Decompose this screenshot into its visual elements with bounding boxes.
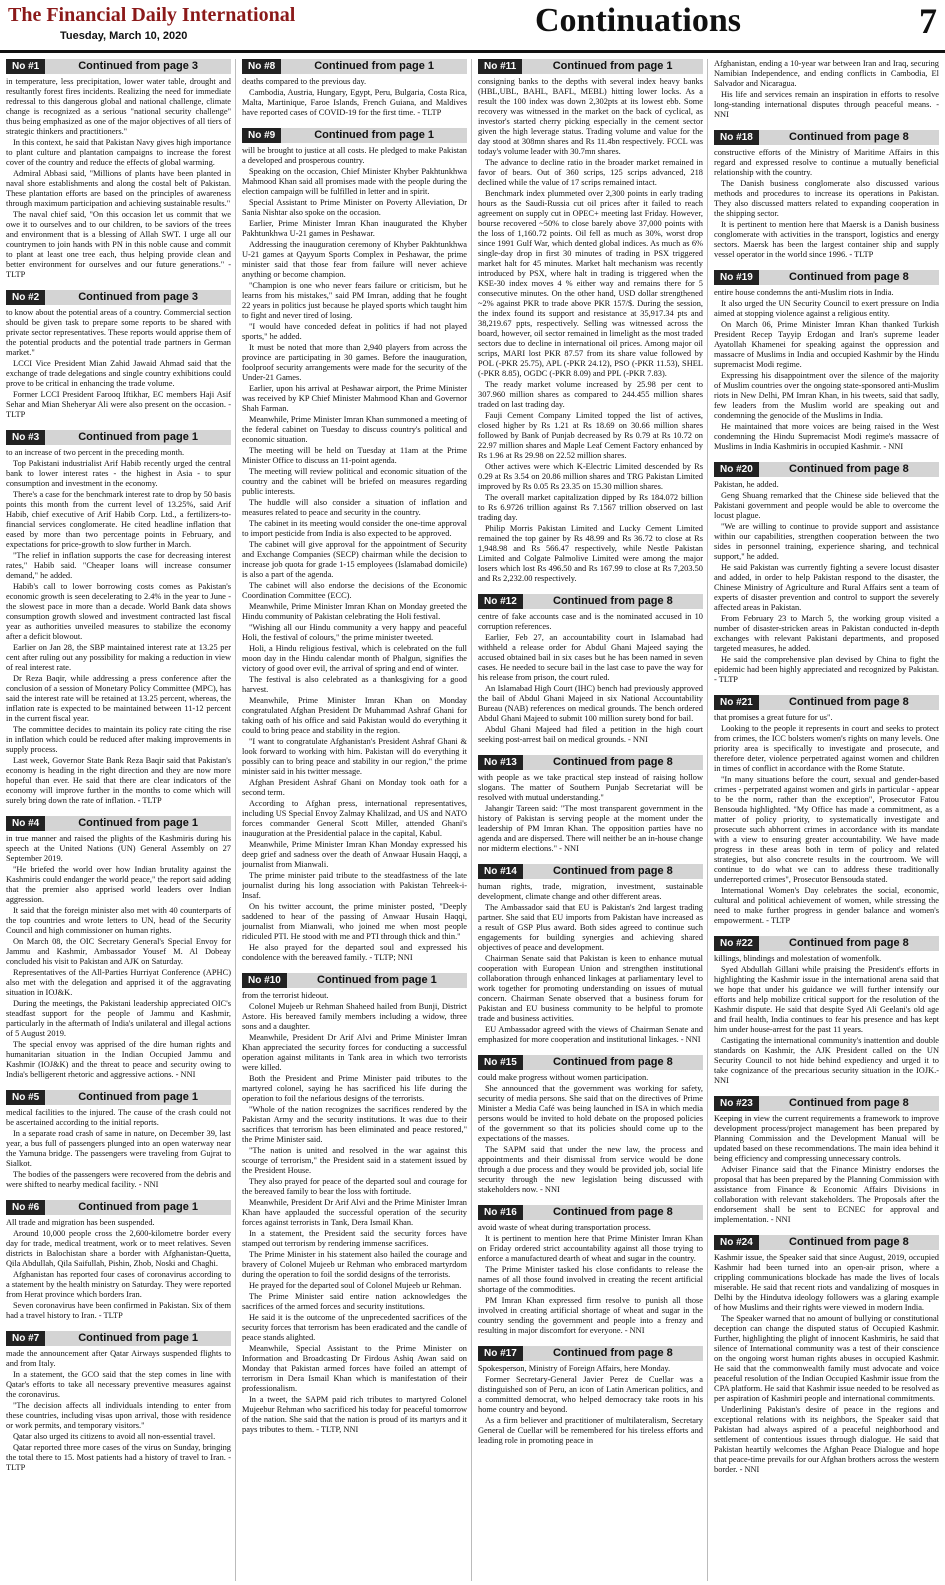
- article-paragraph: Meanwhile, Special Assistant to the Prime Minister on Information and Broadcasting Dr Firdous Ashiq Awan said on Monday that Pakistan armed forces have foiled an attempt of terrorism in Dera Ismail Khan which is manifestation of their professionalism.: [242, 1344, 467, 1393]
- continued-from-label: Continued from page 1: [317, 974, 437, 986]
- continuation-header: [242, 59, 467, 74]
- article-paragraph: On his twitter account, the prime minister posted, "Deeply saddened to hear of the passing of Anwaar Husain Haqqi, journalist from Mianwali, who joined me when most people ridiculed PTI. He stood with me and PTI through thick and thin.": [242, 902, 467, 941]
- article-paragraph: Meanwhile, Prime Minister Imran Khan on Monday congratulated Afghan President Dr Muhammad Ashraf Ghani for taking oath of his office and said Pakistan would do everything it could to bring peace and stability in the region.: [242, 696, 467, 735]
- article-paragraph: Kashmir issue, the Speaker said that since August, 2019, occupied Kashmir had been turned into an open-air prison, where a crippling communications blockade has made the lives of locals miserable. He said that recent riots and vandalizing of mosques in Delhi by the Hindutva ideology followers was a glaring example of how Muslims and their rights were viewed in modern India.: [714, 1253, 939, 1312]
- article-paragraph: On March 08, the OIC Secretary General's Special Envoy for Jammu and Kashmir, Ambassador Yousef M. Al Dobeay concluded his visit to Pakistan and AJK on Saturday.: [6, 937, 231, 966]
- article-paragraph: Meanwhile, Prime Minister Imran Khan summoned a meeting of the federal cabinet on Tuesday to discuss country's political and economic situation.: [242, 415, 467, 444]
- continuation-block: [714, 936, 939, 1086]
- continuation-block: [714, 1096, 939, 1225]
- article-paragraph: The cabinet will also endorse the decisions of the Economic Coordination Committee (ECC).: [242, 581, 467, 600]
- article-paragraph: entire house condemns the anti-Muslim riots in India.: [714, 288, 894, 297]
- continued-from-label: Continued from page 8: [789, 937, 909, 949]
- continuation-block: [6, 290, 231, 420]
- article-paragraph: He also prayed for the departed soul and expressed his condolence with the bereaved family. - TLTP; NNI: [242, 943, 467, 962]
- article-paragraph: The Speaker warned that no amount of bullying or constitutional deception can change the disputed status of Occupied Kashmir. Further, highlighting the plight of innocent Kashmiris, he said that silence of International community was a test of their conscience on the ongoing worst human rights abuses in occupied Kashmir. He said that the commonwealth family must advocate and voice peaceful resolution of the Indian Occupied Kashmir issue from the CPA platform. He said that Kashmir issue needed to be resolved as per aspiration of Kashmiri people and international commitments.: [714, 1314, 939, 1403]
- continuation-number: No #2: [6, 290, 45, 305]
- article-paragraph: The Prime Minister in his statement also hailed the courage and bravery of Colonel Mujeeb ur Rehman who embraced martyrdom during the operation to foil the sordid designs of the terrorists.: [242, 1250, 467, 1279]
- publication-title: The Financial Daily International: [8, 4, 296, 26]
- article-columns: [0, 53, 945, 1581]
- continuation-number: No #24: [714, 1235, 759, 1250]
- continuation-block: [478, 755, 703, 854]
- continuation-header: [714, 270, 939, 285]
- continuation-block: [714, 270, 939, 452]
- article-paragraph: They also prayed for peace of the departed soul and courage for the bereaved family to bear the loss with fortitude.: [242, 1177, 467, 1196]
- article-paragraph: Meanwhile, Prime Minister Imran Khan on Monday greeted the Hindu community of Pakistan celebrating the Holi festival.: [242, 602, 467, 621]
- article-paragraph: Abdul Ghani Majeed had filed a petition in the high court seeking post-arrest bail on medical grounds. - NNI: [478, 725, 703, 744]
- continued-from-label: Continued from page 1: [78, 1091, 198, 1103]
- column-2: [242, 59, 472, 1581]
- continuation-header: [6, 1200, 231, 1215]
- article-paragraph: Castigating the international community's inattention and double standards on Kashmir, the AJK President called on the UN Security Council to not hide behind expediency and urged it to take cognizance of the precarious security situation in the IOJK.- NNI: [714, 1036, 939, 1085]
- continued-from-label: Continued from page 1: [78, 1201, 198, 1213]
- article-paragraph: The advance to decline ratio in the broader market remained in favor of bears. Out of 360 scrips, 125 scrips advanced, 218 declined while the value of 17 scrips remained intact.: [478, 158, 703, 187]
- continuation-block: [6, 816, 231, 1080]
- article-paragraph: to know about the potential areas of a country. Commercial section should be given task to prepare some reports to be shared with private sector representatives. These reports would apprise them of the potential products and the potential trade partners in German market.": [6, 308, 231, 357]
- article-paragraph: The meeting will review political and economic situation of the country and the cabinet will be briefed on measures regarding public interests.: [242, 467, 467, 496]
- continued-from-label: Continued from page 8: [789, 463, 909, 475]
- continuation-header: [478, 594, 703, 609]
- article-paragraph: Fauji Cement Company Limited topped the list of actives, closed higher by Rs 1.21 at Rs 18.69 on 30.66 million shares followed by Bank of Punjab decreased by Rs 0.79 at Rs 10.72 on 22.97 million shares and Maple Leaf Cement Factory enhanced by Rs 1.96 at Rs 29.98 on 22.52 million shares.: [478, 411, 703, 460]
- continued-from-label: Continued from page 1: [78, 817, 198, 829]
- article-paragraph: Meanwhile, Prime Minister Imran Khan Monday expressed his deep grief and sadness over the death of Anwaar Husain Haqqi, a journalist from Mianwali.: [242, 840, 467, 869]
- continuation-number: No #16: [478, 1205, 523, 1220]
- article-paragraph: "The decision affects all individuals intending to enter from these countries, including visas upon arrival, those with residence or work permits, and temporary visitors.": [6, 1401, 231, 1430]
- article-paragraph: In this context, he said that Pakistan Navy gives high importance to plant culture and plantation campaigns to increase the forest cover of the country and reduce the effects of global warming.: [6, 138, 231, 167]
- continued-from-label: Continued from page 8: [789, 1236, 909, 1248]
- article-paragraph: Benchmark index plummeted over 2,300 points in early trading hours as the Saudi-Russia cut oil prices after it failed to reach agreement on supply cut in OPEC+ meeting last Friday. However, bourse recovered ~50% to close barely above 37,000 points with the loss of 1,160.72 points. Oil fell as much as 30%, worst drop since 1991 Gulf War, which dented global indices. As much as 6% single-day drop in first 30 minutes of trading in PSX triggered market halt for 45 minutes. Market halt mechanism was recently introduced by PSX, where halt in trading is triggered when the KSE-30 index moves 4 % either way and remains there for 5 consecutive minutes. On the other hand, USD dollar strengthened ~2% against PKR to trade above PKR 157/$. During the session, the index found its support and resistance at 35,917.34 pts and 38,219.67 ppts, respectively. Selling was witnessed across the board, however, oil sector remained in limelight as the most traded sectors due to decline in international oil prices. Among major oil scrips, MARI lost PKR 87.57 from its share value followed by POL (-PKR 25.75), APL (-PKR 24.12), PSO (-PKR 11.53), SHEL (-PKR 8.85), OGDC (-PKR 8.09) and PPL (-PKR 7.83).: [478, 189, 703, 378]
- article-paragraph: constructive efforts of the Ministry of Maritime Affairs in this regard and expressed resolve to continue a mutually beneficial relationship with the country.: [714, 148, 939, 177]
- continued-from-label: Continued from page 1: [314, 129, 434, 141]
- continuation-header: [6, 59, 231, 74]
- continuation-number: No #7: [6, 1331, 45, 1346]
- continuation-block: [714, 59, 939, 120]
- article-paragraph: from the terrorist hideout.: [242, 991, 329, 1000]
- continued-from-label: Continued from page 1: [78, 431, 198, 443]
- continuation-number: No #3: [6, 430, 45, 445]
- article-paragraph: The Prime Minister said entire nation acknowledges the sacrifices of the armed forces and security institutions.: [242, 1292, 467, 1311]
- article-paragraph: to an increase of two percent in the preceding month.: [6, 448, 185, 457]
- continuation-block: [6, 1090, 231, 1190]
- continuation-header: [6, 1331, 231, 1346]
- continued-from-label: Continued from page 8: [789, 271, 909, 283]
- continued-from-label: Continued from page 8: [789, 131, 909, 143]
- article-paragraph: "He briefed the world over how Indian brutality against the Kashmiris could endanger the world peace," the report said adding that the premier also apprised world leaders over Indian aggression.: [6, 865, 231, 904]
- article-paragraph: Earlier, upon his arrival at Peshawar airport, the Prime Minister was received by KP Chief Minister Mahmood Khan and Governor Shah Farman.: [242, 384, 467, 413]
- continuation-header: [478, 1055, 703, 1070]
- article-paragraph: killings, blindings and molestation of womenfolk.: [714, 954, 882, 963]
- continuation-block: [478, 59, 703, 584]
- article-paragraph: Looking to the people it represents in court and seeks to protect from crimes, the ICC bolsters women's rights on many levels. One priority area is specifically to investigate and prosecute, and therefore deter, violence perpetrated against women and children in times of conflict in accordance with the Rome Statute.: [714, 724, 939, 773]
- article-paragraph: The prime minister paid tribute to the steadfastness of the late journalist during his long association with Pakistan Tehreek-i-Insaf.: [242, 871, 467, 900]
- continuation-number: No #9: [242, 128, 281, 143]
- article-paragraph: Afghanistan has reported four cases of coronavirus according to a statement by the health ministry on Saturday. They were reported from Herat province which borders Iran.: [6, 1270, 231, 1299]
- article-paragraph: "We are willing to continue to provide support and assistance within our capabilities, strengthen cooperation between the two sides in personnel training, experience sharing, and technical support," he added.: [714, 522, 939, 561]
- continuation-block: [714, 695, 939, 926]
- article-paragraph: in true manner and raised the plights of the Kashmiris during his speech at the United Nations (UN) General Assembly on 27 September 2019.: [6, 834, 231, 863]
- article-paragraph: LCCI Vice President Mian Zahid Jawaid Ahmad said that the exchange of trade delegations and single country exhibitions could prove to be critical in enhancing the trade volume.: [6, 359, 231, 388]
- article-paragraph: medical facilities to the injured. The cause of the crash could not be ascertained according to the initial reports.: [6, 1108, 231, 1127]
- article-paragraph: Qatar also urged its citizens to avoid all non-essential travel.: [13, 1432, 216, 1441]
- article-paragraph: Addressing the inauguration ceremony of Khyber Pakhtunkhwa U-21 games at Qayyum Sports Complex in Peshawar, the prime minister said that those fear from failure will never achieve anything or become champion.: [242, 240, 467, 279]
- continued-from-label: Continued from page 8: [553, 865, 673, 877]
- article-paragraph: Former LCCI President Farooq Iftikhar, EC members Haji Asif Sehar and Mian Sheheryar Ali were also present on the occasion. - TLTP: [6, 390, 231, 419]
- article-paragraph: Cambodia, Austria, Hungary, Egypt, Peru, Bulgaria, Costa Rica, Malta, Martinique, Faroe Islands, French Guiana, and Maldives have reported cases of COVID-19 for the first time. - TLTP: [242, 88, 467, 117]
- article-paragraph: Afghan President Ashraf Ghani on Monday took oath for a second term.: [242, 778, 467, 797]
- article-paragraph: Colonel Mujeeb ur Rehman Shaheed hailed from Bunji, District Astore. His bereaved family members including a widow, three sons and a daughter.: [242, 1002, 467, 1031]
- article-paragraph: could make progress without women participation.: [478, 1073, 649, 1082]
- column-1: [6, 59, 236, 1581]
- article-paragraph: Expressing his disappointment over the silence of the majority of Muslim countries over the ongoing state-sponsored anti-Muslim riots in New Delhi, PM Imran Khan, in his tweets, said that sadly, few leaders from the Muslim world are speaking out and condemning the genocide of the Muslims in India.: [714, 371, 939, 420]
- continuation-number: No #13: [478, 755, 523, 770]
- article-paragraph: "I would have conceded defeat in politics if had not played sports," he added.: [242, 322, 467, 341]
- article-paragraph: His life and services remain an inspiration in efforts to resolve long-standing international disputes through peaceful means. - NNI: [714, 90, 939, 119]
- continued-from-label: Continued from page 3: [78, 60, 198, 72]
- continuation-header: [714, 130, 939, 145]
- article-paragraph: As a firm believer and practitioner of multilateralism, Secretary General de Cuellar will be remembered for his tireless efforts and leading role in promoting peace in: [478, 1416, 703, 1445]
- article-paragraph: Last week, Governor State Bank Reza Baqir said that Pakistan's economy is heading in the right direction and they are now more hopeful than ever. He said that there are clear indicators of the economy will improve further in the months to come which will surely bring down the rate of inflation. - TLTP: [6, 756, 231, 805]
- article-paragraph: Other actives were which K-Electric Limited descended by Rs 0.29 at Rs 3.54 on 20.86 million shares and TRG Pakistan Limited improved by Rs 0.05 Rs 23.35 on 15.30 million shares.: [478, 462, 703, 491]
- article-paragraph: Former Secretary-General Javier Perez de Cuellar was a distinguished son of Peru, an icon of Latin American politics, and a committed democrat, who helped democracy take roots in his home country and beyond.: [478, 1375, 703, 1414]
- article-paragraph: Adviser Finance said that the Finance Ministry endorses the proposal that has been prepared by the Planning Commission with assistance from Finance & Economic Affairs Divisions in collaboration with relevant stakeholders. The Proposals after the endorsement shall be sent to ECNEC for approval and implementation. - NNI: [714, 1165, 939, 1224]
- article-paragraph: "In many situations before the court, sexual and gender-based crimes - perpetrated against women and girls in particular - appear to be the norm, rather than the exception", Prosecutor Fatou Bensouda highlighted. "My Office has made a commitment, as a matter of policy priority, to systematically investigate and prosecute such abhorrent crimes in accordance with its mandate with a view to ensuring greater accountability. We have made progress in these areas both in term of policy and related strategies, but also concrete results in the courtroom. We will continue to do what we can to address these traditionally underreported crimes", Prosecutor Bensouda stated.: [714, 775, 939, 884]
- article-paragraph: The cabinet will give approval for the appointment of Security and Exchange Companies (SECP) chairman while the decision to increase job quota for grade 1-15 employees (Islamabad domicile) is also a part of the agenda.: [242, 540, 467, 579]
- article-paragraph: It must be noted that more than 2,940 players from across the province are participating in 30 games. Before the inauguration, foolproof security arrangements were made for the security of the Under-21 Games.: [242, 343, 467, 382]
- article-paragraph: Spokesperson, Ministry of Foreign Affairs, here Monday.: [478, 1364, 671, 1373]
- continued-from-label: Continued from page 3: [78, 291, 198, 303]
- article-paragraph: The naval chief said, "On this occasion let us commit that we owe it to ourselves and to our children, to be saviors of the trees and environment that is a blessing of Allah SWT. I urge all our countrymen to join hands with PN in this noble cause and commit to plant at least one tree each, thus helping provide clean and better environment for ourselves and our future generations." - TLTP: [6, 210, 231, 279]
- continued-from-label: Continued from page 8: [789, 696, 909, 708]
- article-paragraph: In a statement, the President said the security forces have stamped out terrorism by rendering immense sacrifices.: [242, 1229, 467, 1248]
- article-paragraph: He maintained that more voices are being raised in the West condemning the Hindu Supremacist Modi regime's massacre of Muslims in India Kashmiris in occupied Kashmir. - NNI: [714, 422, 939, 451]
- continuation-number: No #18: [714, 130, 759, 145]
- continuation-block: [6, 430, 231, 806]
- article-paragraph: There's a case for the benchmark interest rate to drop by 50 basis points this month from the current level of 13.25%, said Arif Habib, chief executive of Arif Habib Corp. Ltd., a fertilizers-to-financial services conglomerate. He cited headline inflation that eased by more than two percentage points in February, and expectations for price-growth to slow further in March.: [6, 490, 231, 549]
- continuation-header: [478, 864, 703, 879]
- continued-from-label: Continued from page 8: [553, 595, 673, 607]
- continuation-header: [6, 1090, 231, 1105]
- article-paragraph: centre of fake accounts case and is the nominated accused in 10 corruption references.: [478, 612, 703, 631]
- article-paragraph: The huddle will also consider a situation of inflation and measures related to peace and security in the country.: [242, 498, 467, 517]
- article-paragraph: In a separate road crash of same in nature, on December 39, last year, a bus full of passengers plunged into an open waterway near the Yamuna bridge. The passengers were traveling from Gujrat to Sialkot.: [6, 1129, 231, 1168]
- continuation-header: [242, 973, 467, 988]
- continuation-header: [478, 59, 703, 74]
- article-paragraph: Underlining Pakistan's desire of peace in the regions and exceptional relations with its neighbors, the Speaker said that Pakistan had always aspired of a peaceful neighborhood and settlement of contentious issues through dialogue. He said that Pakistan heartily welcomes the Afghan Peace Dialogue and hope that peace-time prevails for our Afghan brothers across the western border. - NNI: [714, 1405, 939, 1474]
- continuation-number: No #21: [714, 695, 759, 710]
- continuation-header: [714, 462, 939, 477]
- article-paragraph: The committee decides to maintain its policy rate citing the rise in inflation which could be reduced after making improvements in supply process.: [6, 725, 231, 754]
- article-paragraph: It said that the foreign minister also met with 40 counterparts of the top countries and wrote letters to UN, head of the Security Council and high commissioner on human rights.: [6, 906, 231, 935]
- continued-from-label: Continued from page 8: [553, 1056, 673, 1068]
- article-paragraph: Meanwhile, President Dr Arif Alvi and Prime Minister Imran Khan appreciated the security forces for conducting a successful operation against militants in Tank area in which two terrorists were killed.: [242, 1033, 467, 1072]
- continuation-block: [6, 1200, 231, 1321]
- continuation-header: [714, 1096, 939, 1111]
- article-paragraph: Geng Shuang remarked that the Chinese side believed that the Pakistani government and people would be able to overcome the locust plague.: [714, 491, 939, 520]
- article-paragraph: Earlier on Jan 28, the SBP maintained interest rate at 13.25 per cent after ruling out any possibility for making a reduction in view of real interest rate.: [6, 643, 231, 672]
- article-paragraph: The festival is also celebrated as a thanksgiving for a good harvest.: [242, 675, 467, 694]
- article-paragraph: "The relief in inflation supports the case for decreasing interest rates," Habib said. "Cheaper loans will increase consumer demand," he added.: [6, 551, 231, 580]
- article-paragraph: Dr Reza Baqir, while addressing a press conference after the conclusion of a session of Monetary Policy Committee (MPC), has said the interest rate will be retained at 13.25 percent, whereas, the inflation rate is expected to be maintained between 11-12 percent in the current fiscal year.: [6, 674, 231, 723]
- article-paragraph: Holi, a Hindu religious festival, which is celebrated on the full moon day in the Hindu calendar month of Phalgun, signifies the victory of good over evil, the arrival of spring and end of winter.: [242, 644, 467, 673]
- article-paragraph: deaths compared to the previous day.: [242, 77, 367, 86]
- article-paragraph: Special Assistant to Prime Minister on Poverty Alleviation, Dr Sania Nishtar also spoke on the occasion.: [242, 198, 467, 217]
- article-paragraph: He prayed for the departed soul of Colonel Mujeeb ur Rehman.: [249, 1281, 462, 1290]
- continuation-header: [6, 290, 231, 305]
- article-paragraph: It also urged the UN Security Council to exert pressure on India aimed at stopping violence against a religious entity.: [714, 299, 939, 318]
- continuation-number: No #15: [478, 1055, 523, 1070]
- article-paragraph: In a statement, the GCO said that the step comes in line with Qatar's efforts to take all necessary preventive measures against the coronavirus.: [6, 1370, 231, 1399]
- continuation-number: No #22: [714, 936, 759, 951]
- article-paragraph: It is pertinent to mention here that Maersk is a Danish business conglomerate with activities in the transport, logistics and energy sectors. Maersk has been the largest container ship and supply vessel operator in the world since 1996. - TLTP: [714, 220, 939, 259]
- continuation-block: [714, 1235, 939, 1475]
- article-paragraph: An Islamabad High Court (IHC) bench had previously approved the bail of Abdul Ghani Majeed in six National Accountability Bureau (NAB) references on medical grounds. The bench ordered Abdul Ghani Majeed to submit 100 million surety bond for bail.: [478, 684, 703, 723]
- continuation-number: No #5: [6, 1090, 45, 1105]
- article-paragraph: avoid waste of wheat during transportation process.: [478, 1223, 651, 1232]
- article-paragraph: "Wishing all our Hindu community a very happy and peaceful Holi, the festival of colours," the prime minister tweeted.: [242, 623, 467, 642]
- article-paragraph: He said the comprehensive plan devised by China to fight the epidemic had been highly appreciated and recognized by Pakistan. - TLTP: [714, 655, 939, 684]
- continuation-block: [242, 128, 467, 963]
- continuation-number: No #10: [242, 973, 287, 988]
- article-paragraph: made the announcement after Qatar Airways suspended flights to and from Italy.: [6, 1349, 231, 1368]
- continuation-block: [242, 59, 467, 118]
- continuation-number: No #19: [714, 270, 759, 285]
- continuation-header: [714, 695, 939, 710]
- article-paragraph: The overall market capitalization dipped by Rs 184.072 billion to Rs 6.9726 trillion against Rs 7.1567 trillion observed on last trading day.: [478, 493, 703, 522]
- continuation-number: No #12: [478, 594, 523, 609]
- article-paragraph: Keeping in view the current requirements a framework to improve development process/project management has been prepared by Planning Commission and the Development Manual will be updated based on these recommendations. The main idea behind it being efficiency and compressing unnecessary controls.: [714, 1114, 939, 1163]
- article-paragraph: She announced that the government was working for safety, security of media persons. She said that on the directives of Prime Minister a Media Café was being launched in ISA in which media persons would be invited to hold debate on the proposed policies of the government so that its policies should come up to the expectations of the masses.: [478, 1084, 703, 1143]
- article-paragraph: consigning banks to the depths with several index heavy banks (HBL,UBL, BAHL, BAFL, MEBL) hitting lower locks. As a result the 100 index was down 2,302pts at its lowest ebb. Some recovery was witnessed in the market on the back of cyclical, as investor's started cherry picking especially in the cement sector given the high leverage status. Trading volume and value for the day stood at 308mn shares and Rs 11.4bn respectively. FCCL was today's volume leader with 30.7mn shares.: [478, 77, 703, 156]
- article-paragraph: The Prime Minister tasked his close confidants to release the names of all those found involved in creating the recent artificial shortage of the commodities.: [478, 1265, 703, 1294]
- section-title: Continuations: [535, 2, 741, 39]
- continuation-number: No #4: [6, 816, 45, 831]
- article-paragraph: EU Ambassador agreed with the views of Chairman Senate and emphasized for more cooperation and institutional linkages. - NNI: [478, 1025, 703, 1044]
- continued-from-label: Continued from page 8: [553, 1206, 673, 1218]
- article-paragraph: Top Pakistani industrialist Arif Habib recently urged the central bank to lower interest rates - the highest in Asia - to spur consumption and investment in the economy.: [6, 459, 231, 488]
- article-paragraph: Admiral Abbasi said, "Millions of plants have been planted in naval shore establishments and along the costal belt of Pakistan. These plantation efforts are based on the principles of awareness through maximum participation and achieving sustainable results.": [6, 169, 231, 208]
- article-paragraph: Qatar reported three more cases of the virus on Sunday, bringing the total there to 15. Most patients had a history of travel to Iran. - TLTP: [6, 1443, 231, 1472]
- article-paragraph: will be brought to justice at all costs. He pledged to make Pakistan a developed and prosperous country.: [242, 146, 467, 165]
- continuation-header: [714, 936, 939, 951]
- article-paragraph: On March 06, Prime Minister Imran Khan thanked Turkish President Recep Tayyip Erdogan and Iran's supreme leader Ayatollah Khamenei for speaking against the oppression and massacre of Muslims in India and occupied Kashmir by the Hindu supremacist Modi regime.: [714, 320, 939, 369]
- article-paragraph: The special envoy was apprised of the dire human rights and humanitarian situation in the Indian Occupied Jammu and Kashmir (IOJ&K) and the threat to peace and security owing to India's belligerent rhetoric and aggressive actions. - NNI: [6, 1040, 231, 1079]
- continuation-number: No #8: [242, 59, 281, 74]
- article-paragraph: Pakistan, he added.: [714, 480, 779, 489]
- continuation-block: [478, 1205, 703, 1336]
- continued-from-label: Continued from page 8: [553, 1347, 673, 1359]
- continuation-number: No #20: [714, 462, 759, 477]
- article-paragraph: "Whole of the nation recognizes the sacrifices rendered by the Pakistan Army and the security institutions. It was due to their sacrifices that terrorism has been eliminated and peace restored," the Prime Minister said.: [242, 1105, 467, 1144]
- article-paragraph: The cabinet in its meeting would consider the one-time approval to import pesticide from India is also expected to be approved.: [242, 519, 467, 538]
- continuation-block: [714, 130, 939, 260]
- continuation-header: [478, 755, 703, 770]
- article-paragraph: The Danish business conglomerate also discussed various methods and procedures to increase its operations in Pakistan. They also discussed matters related to expanding cooperation in the shipping sector.: [714, 179, 939, 218]
- article-paragraph: Earlier, Prime Minister Imran Khan inaugurated the Khyber Pakhtunkhwa U-21 games in Peshawar.: [242, 219, 467, 238]
- article-paragraph: During the meetings, the Pakistani leadership appreciated OIC's steadfast support for the people of Jammu and Kashmir, particularly in the aftermath of India's unilateral and illegal actions of 5 August 2019.: [6, 999, 231, 1038]
- continuation-number: No #17: [478, 1346, 523, 1361]
- article-paragraph: The ready market volume increased by 25.98 per cent to 307.960 million shares as compared to 244.455 million shares traded on last trading day.: [478, 380, 703, 409]
- article-paragraph: The bodies of the passengers were recovered from the debris and were shifted to nearby medical facility. - NNI: [6, 1170, 231, 1189]
- article-paragraph: Afghanistan, ending a 10-year war between Iran and Iraq, securing Namibian Independence, and ending conflicts in Cambodia, El Salvador and Nicaragua.: [714, 59, 939, 88]
- continuation-header: [6, 430, 231, 445]
- article-paragraph: Meanwhile, President Dr Arif Alvi and the Prime Minister Imran Khan have applauded the successful operation of the security forces against terrorists in Tank, Dera Ismail Khan.: [242, 1198, 467, 1227]
- article-paragraph: All trade and migration has been suspended.: [6, 1218, 155, 1227]
- article-paragraph: with people as we take practical step instead of raising hollow slogans. The matter of Southern Punjab Secretariat will be resolved with mutual understanding.": [478, 773, 703, 802]
- article-paragraph: The meeting will be held on Tuesday at 11am at the Prime Minister Office to discuss an 11-point agenda.: [242, 446, 467, 465]
- column-4: [714, 59, 939, 1581]
- article-paragraph: Both the President and Prime Minister paid tributes to the martyred colonel, saying he has sacrificed his life during the operation to foil the nefarious designs of the terrorists.: [242, 1074, 467, 1103]
- article-paragraph: "I want to congratulate Afghanistan's President Ashraf Ghani & look forward to working with him. Pakistan will do everything it possibly can to bring peace and stability in our region," the prime minister said in his twitter message.: [242, 737, 467, 776]
- page-number: 7: [919, 1, 937, 41]
- article-paragraph: in temperature, less precipitation, lower water table, drought and resultantly forest fires incidents. Realizing the need for immediate redressal to this dangerous global and national challenge, climate change is recognized as a serious "national security challenge" thus being emphasized as one of the major objectives of all tiers of strategic thinkers and practitioners.": [6, 77, 231, 136]
- continuation-header: [478, 1346, 703, 1361]
- masthead: [0, 0, 945, 53]
- article-paragraph: Speaking on the occasion, Chief Minister Khyber Pakhtunkhwa Mahmood Khan said all promises made with the people during the election campaign will be fulfilled in letter and in spirit.: [242, 167, 467, 196]
- continuation-block: [478, 864, 703, 1045]
- continuation-number: No #11: [478, 59, 522, 74]
- article-paragraph: that promises a great future for us".: [714, 713, 833, 722]
- continuation-header: [6, 816, 231, 831]
- article-paragraph: He said it is the outcome of the unprecedented sacrifices of the security forces that terrorism has been eradicated and the candle of peace stands alighted.: [242, 1313, 467, 1342]
- column-3: [478, 59, 708, 1581]
- publication-date: Tuesday, March 10, 2020: [60, 30, 188, 42]
- article-paragraph: human rights, trade, migration, investment, sustainable development, climate change and other different areas.: [478, 882, 703, 901]
- continuation-header: [714, 1235, 939, 1250]
- article-paragraph: PM Imran Khan expressed firm resolve to punish all those involved in creating artificial shortage of wheat and sugar in the country sending the government and people into a frenzy and resulting in major discomfort for everyone. - NNI: [478, 1296, 703, 1335]
- article-paragraph: Syed Abdullah Gillani while praising the President's efforts in highlighting the Kashmir issue in the international arena said that we hope that under his guidance we will further intensify our efforts and help mobilize critical support for the resolution of the Kashmir dispute. He said that despite Syed Ali Geelani's old age and frail health, India continues to fear his presence and has kept him under house-arrest for the past 11 years.: [714, 965, 939, 1034]
- article-paragraph: International Women's Day celebrates the social, economic, cultural and political achievement of women, while stressing the need to make further progress in gender balance and women's empowerment. - TLTP: [714, 886, 939, 925]
- article-paragraph: "Champion is one who never fears failure or criticism, but he learns from his mistakes," said PM Imran, adding that he fought 22 years in politics just because he played sports which taught him to fight and never tired of losing.: [242, 281, 467, 320]
- article-paragraph: From February 23 to March 5, the working group visited a number of disaster-stricken areas in Pakistan conducted in-depth exchanges with relevant Pakistani departments, and proposed targeted measures, he added.: [714, 614, 939, 653]
- continuation-block: [6, 59, 231, 280]
- article-paragraph: Earlier, Feb 27, an accountability court in Islamabad had withheld a release order for Abdul Ghani Majeed saying the accused obtained bail in six cases but he has been named in seven cases. He needed to secure bail in the last case to pave the way for his release from prison, the court ruled.: [478, 633, 703, 682]
- article-paragraph: Seven coronavirus have been confirmed in Pakistan. Six of them had a travel history to Iran. - TLTP: [6, 1301, 231, 1320]
- continued-from-label: Continued from page 1: [78, 1332, 198, 1344]
- continuation-block: [478, 1055, 703, 1195]
- article-paragraph: Philip Morris Pakistan Limited and Lucky Cement Limited remained the top gainer by Rs 48.99 and Rs 36.72 to close at Rs 1,948.98 and Rs 566.47 respectively, while Nestle Pakistan Limited and Colgate Palmolive Limited were among the major losers which lost Rs 496.50 and Rs 167.99 to close at Rs 7,203.50 and Rs 2,232.00 respectively.: [478, 524, 703, 583]
- article-paragraph: It is pertinent to mention here that Prime Minister Imran Khan on Friday ordered strict accountability against all those trying to enforce a manufactured dearth of wheat and sugar in the country.: [478, 1234, 703, 1263]
- article-paragraph: "The nation is united and resolved in the war against this scourge of terrorism," the President said in a statement issued by the President House.: [242, 1146, 467, 1175]
- article-paragraph: Around 10,000 people cross the 2,600-kilometre border every day for trade, medical treatment, work or to meet relatives. Seven districts in Balochistan share a border with Afghanistan-Quetta, Qila Abdullah, Qila Saifullah, Pishin, Zhob, Noski and Chaghi.: [6, 1229, 231, 1268]
- continuation-block: [242, 973, 467, 1435]
- article-paragraph: According to Afghan press, international representatives, including US Special Envoy Zalmay Khalilzad, and US and NATO forces commander General Scott Miller, attended Ghani's inauguration at the Presidential palace in the capital, Kabul.: [242, 799, 467, 838]
- continuation-number: No #14: [478, 864, 523, 879]
- continuation-block: [6, 1331, 231, 1473]
- continuation-header: [478, 1205, 703, 1220]
- continued-from-label: Continued from page 8: [789, 1097, 909, 1109]
- article-paragraph: Chairman Senate said that Pakistan is keen to enhance mutual cooperation with European Union and strengthen institutional collaboration through enhanced linkages at parliamentary level to work together for promoting understanding on issues of mutual concern. Chairman Senate observed that a business forum for Pakistan and EU business community to be helpful to promote trade and business activities.: [478, 954, 703, 1023]
- continuation-number: No #23: [714, 1096, 759, 1111]
- continuation-header: [242, 128, 467, 143]
- continuation-block: [478, 594, 703, 745]
- continued-from-label: Continued from page 8: [553, 756, 673, 768]
- article-paragraph: He said Pakistan was currently fighting a severe locust disaster and added, in order to help Pakistan respond to the disaster, the Chinese Ministry of Agriculture and Rural Affairs sent a team of experts of disaster prevention and control to support the severely affected areas in Pakistan.: [714, 563, 939, 612]
- article-paragraph: The Ambassador said that EU is Pakistan's 2nd largest trading partner. She said that EU imports from Pakistan have increased as a result of GSP Plus award. Both sides agreed to continue such engagements for building synergies and achieving shared objectives of peace and development.: [478, 903, 703, 952]
- continuation-number: No #6: [6, 1200, 45, 1215]
- continued-from-label: Continued from page 1: [314, 60, 434, 72]
- article-paragraph: Jahangir Tareen said: "The most transparent government in the history of Pakistan is serving people at the moment under the leadership of PM Imran Khan. The opposition parties have no agenda and are dispersed. There will neither be an in-house change nor midterm elections." - NNI: [478, 804, 703, 853]
- article-paragraph: The SAPM said that under the new law, the process and appointments and their dismissal from service would be done through a due process and they would be provided job, social life security through the new legislation being discussed with stakeholders now. - NNI: [478, 1145, 703, 1194]
- continuation-number: No #1: [6, 59, 45, 74]
- article-paragraph: In a tweet, the SAPM paid rich tributes to martyred Colonel Mujeebur Rehman who sacrificed his today for peaceful tomorrow of the nation. She said that the nation is proud of its martyrs and it pays tributes to them. - TLTP, NNI: [242, 1395, 467, 1434]
- continuation-block: [714, 462, 939, 685]
- continuation-block: [478, 1346, 703, 1446]
- article-paragraph: Habib's call to lower borrowing costs comes as Pakistan's economic growth is seen decelerating to 2.4% in the year to June - the slowest pace in more than a decade. World Bank data shows consumption growth slowed and investment contracted last fiscal year as authorities unveiled measures to stabilize the economy after a deficit blowout.: [6, 582, 231, 641]
- article-paragraph: Representatives of the All-Parties Hurriyat Conference (APHC) also met with the delegation and apprised it of the aggravating situation in IOJ&K.: [6, 968, 231, 997]
- continued-from-label: Continued from page 1: [552, 60, 673, 72]
